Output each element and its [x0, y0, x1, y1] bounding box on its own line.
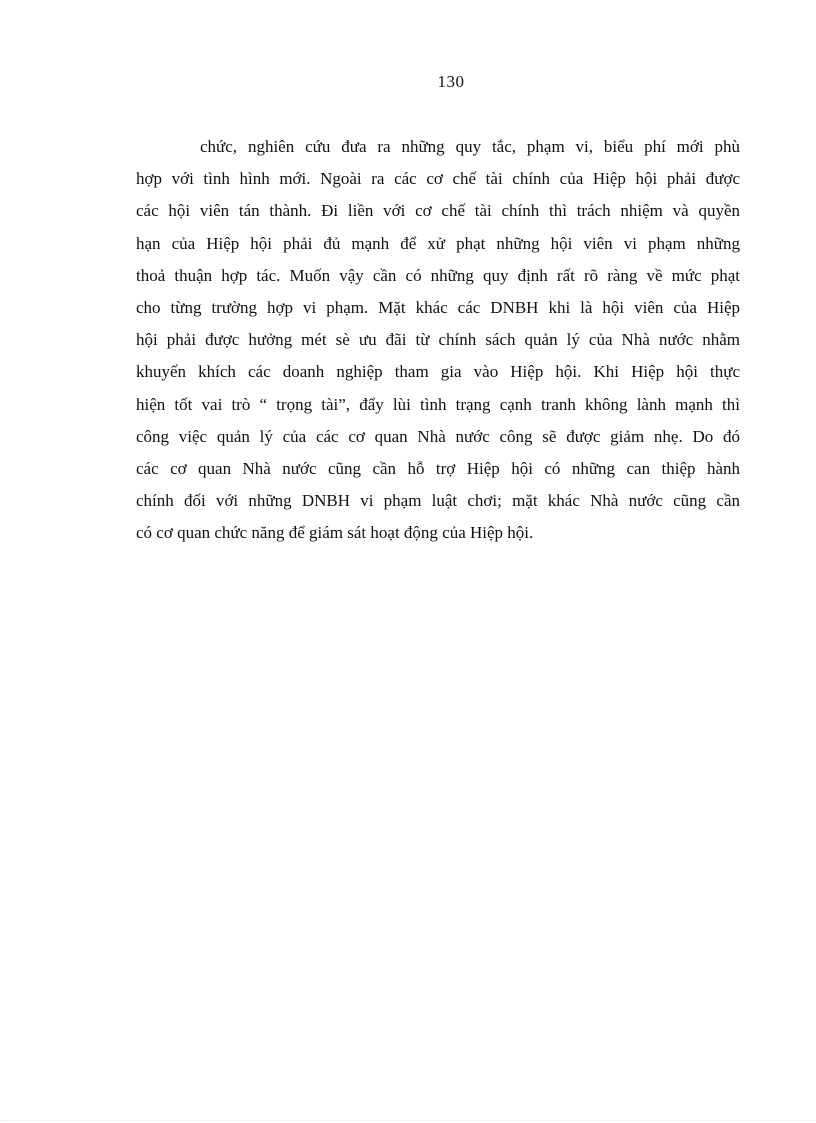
paragraph-line: hợp với tình hình mới. Ngoài ra các cơ chế tài chính của Hiệp hội phải được	[136, 169, 740, 189]
paragraph-line: hội phải được hưởng mét sè ưu đãi từ chính sách quản lý của Nhà nước nhằm	[136, 330, 740, 350]
paragraph-line: hạn của Hiệp hội phải đủ mạnh để xử phạt những hội viên vi phạm những	[136, 233, 740, 253]
paragraph-line: thoả thuận hợp tác. Muốn vậy cần có những quy định rất rõ ràng về mức phạt	[136, 265, 740, 285]
paragraph-line: có cơ quan chức năng để giám sát hoạt động của Hiệp hội.	[136, 523, 534, 543]
paragraph-line: chức, nghiên cứu đưa ra những quy tắc, phạm vi, biểu phí mới phù	[200, 137, 740, 156]
paragraph-line: cho từng trường hợp vi phạm. Mặt khác các DNBH khi là hội viên của Hiệp	[136, 298, 740, 318]
body-paragraph	[136, 131, 740, 550]
paragraph-line: chính đối với những DNBH vi phạm luật chơi; mặt khác Nhà nước cũng cần	[136, 491, 740, 511]
page-number: 130	[437, 72, 465, 91]
paragraph-line: công việc quản lý của các cơ quan Nhà nước công sẽ được giảm nhẹ. Do đó	[136, 426, 740, 446]
page-bottom-border	[0, 1120, 816, 1121]
paragraph-line: các hội viên tán thành. Đi liền với cơ chế tài chính thì trách nhiệm và quyền	[136, 201, 740, 221]
paragraph-line: khuyến khích các doanh nghiệp tham gia vào Hiệp hội. Khi Hiệp hội thực	[136, 362, 740, 382]
paragraph-line: hiện tốt vai trò “ trọng tài”, đẩy lùi tình trạng cạnh tranh không lành mạnh thì	[136, 394, 740, 414]
paragraph-line: các cơ quan Nhà nước cũng cần hỗ trợ Hiệp hội có những can thiệp hành	[136, 459, 740, 479]
